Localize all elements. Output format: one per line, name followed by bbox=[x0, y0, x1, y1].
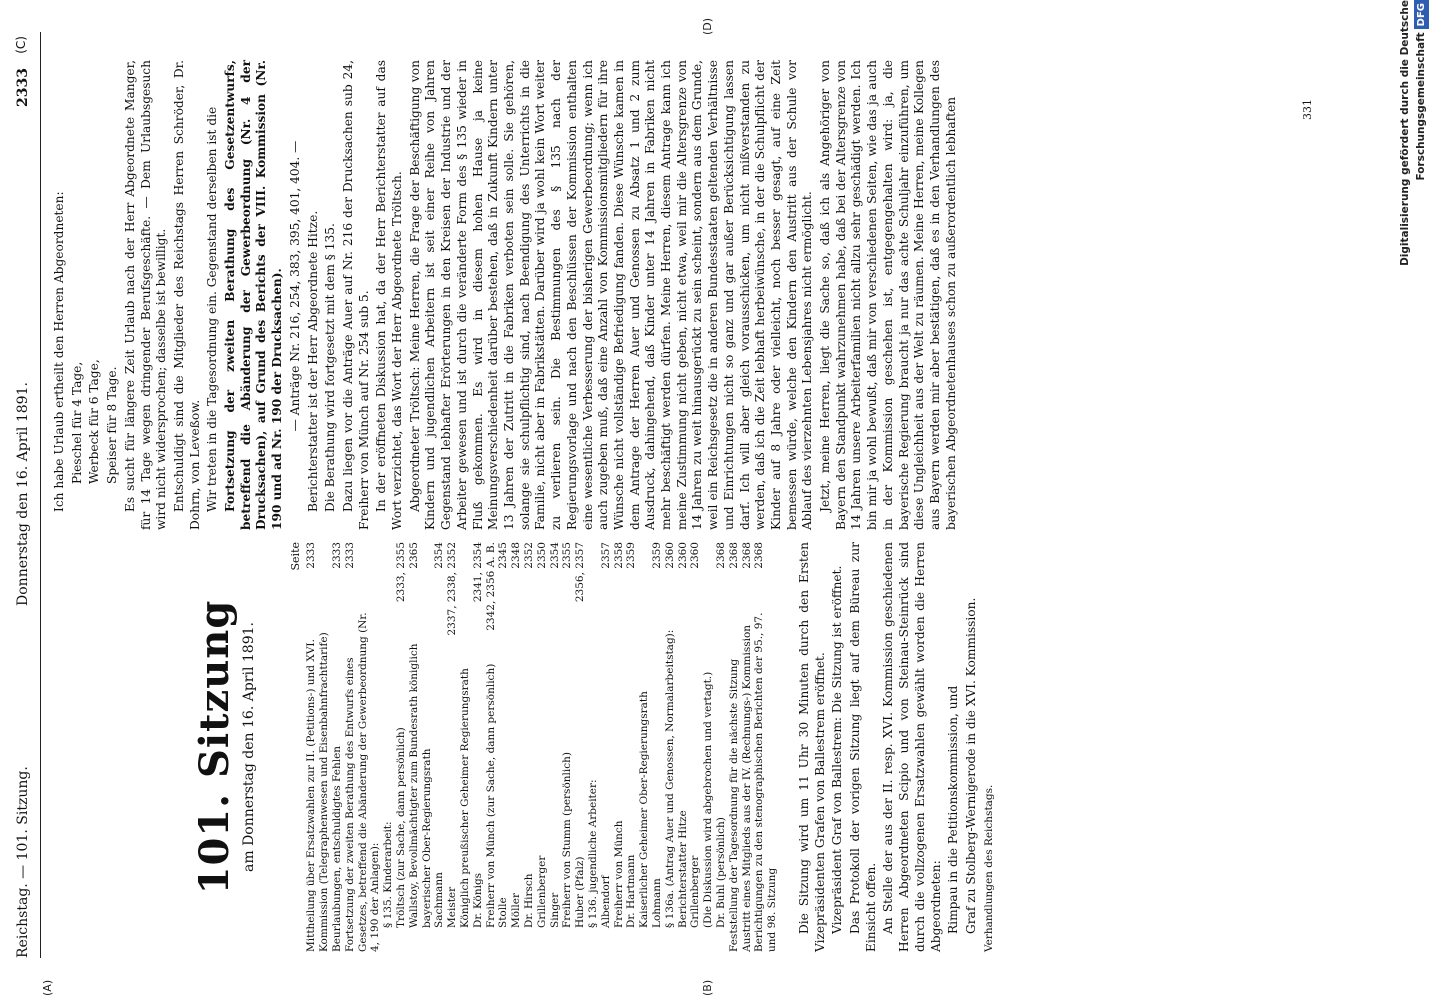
toc-row bbox=[638, 542, 651, 952]
right-paragraph: Es sucht für längere Zeit Urlaub nach der Herr Abgeordnete Manger, für 14 Tage wegen dringender Berufsgeschäfte. — Dem Urlaubsgesuch wird nicht widersprochen; dasselbe ist bewilligt. bbox=[122, 60, 169, 530]
toc-row bbox=[536, 542, 549, 952]
toc-row bbox=[715, 542, 728, 952]
toc-entry-page: 2333 bbox=[305, 542, 318, 569]
toc-entry-text: Albendorf bbox=[599, 875, 612, 928]
right-paragraph: In der eröffneten Diskussion hat, da der Herr Berichterstatter auf das Wort verzichtet, das Wort der Herr Abgeordnete Tröltsch. bbox=[374, 60, 405, 530]
toc-row bbox=[485, 542, 498, 952]
opening-paragraph: Vizepräsident Graf von Ballestrem: Die Sitzung ist eröffnet. bbox=[830, 565, 845, 934]
toc-row bbox=[382, 542, 395, 952]
toc-entry-text: Grillenberger bbox=[535, 855, 548, 928]
toc-row bbox=[664, 542, 677, 952]
right-paragraph: Abgeordneter Tröltsch: Meine Herren, die Frage der Beschäftigung von Kindern und jugendlichen Arbeitern ist seit einer Reihe von Jahren Gegenstand lebhafter Erörterungen in den Kreisen der Industrie und der Arbeiter gewesen und ist durch die veränderte Form des § 135 wieder in Fluß gekommen. Es wird in diesem hohen Hause ja keine Meinungsverschiedenheit darüber bestehen, daß in Zukunft Kindern unter 13 Jahren der Zutritt in die Fabriken verboten sein solle. Sie gehören, solange sie schulpflichtig sind, nach Beendigung des Unterrichts in die Familie, nicht aber in Fabrikstätten. Darüber wird ja wohl kein Wort weiter zu verlieren sein. Die Bestimmungen des § 135 nach der Regierungsvorlage und nach den Beschlüssen der Kommission enthalten eine wesentliche Verbesserung der bisherigen Gewerbeordnung; wenn ich auch zugeben muß, daß eine Anzahl von Kommissionsmitgliedern für ihre Wünsche nicht vollständige Befriedigung fanden. Diese Wünsche kamen in dem Antrage der Herren Auer und Genossen zu Absatz 1 und 2 zum Ausdruck, dahingehend, daß Kinder unter 14 Jahren in Fabriken nicht mehr beschäftigt werden dürfen. Meine Herren, diesem Antrage kann ich meine Zustimmung nicht geben, nicht etwa, weil mir die Altersgrenze von 14 Jahren zu weit hinausgerückt zu sein scheint, sondern aus dem Grunde, weil ein Reichsgesetz die in anderen Bundesstaaten geltenden Verhältnisse und Einrichtungen nicht so ganz und gar außer Berücksichtigung lassen darf. Ich will aber gleich vorausschicken, um nicht mißverstanden zu werden, daß ich die Zeit lebhaft herbeiwünsche, in der die Schulpflicht der Kinder auf 8 Jahre oder vielleicht, noch besser gesagt, auf eine Zeit bemessen würde, welche den Kindern den Austritt aus der Schule vor Ablauf des vierzehnten Lebensjahres nicht ermöglicht. bbox=[407, 60, 815, 530]
right-paragraph: Dazu liegen vor die Anträge Auer auf Nr. 216 der Drucksachen sub 24, Freiherr von Münch auf Nr. 254 sub 5. bbox=[340, 60, 371, 530]
toc-entry-page: 2358 bbox=[612, 542, 625, 569]
dfg-logo: DFG bbox=[1414, 0, 1430, 29]
right-text bbox=[52, 60, 959, 530]
toc-row bbox=[587, 542, 600, 952]
toc-entry-page: 2368 bbox=[740, 542, 753, 569]
toc-entry-page: 2357 bbox=[599, 542, 612, 569]
right-paragraph: Ich habe Urlaub ertheilt den Herren Abgeordneten: bbox=[52, 191, 66, 512]
toc-entry-text: Berichtigungen zu den stenographischen Berichten der 95., 97. und 98. Sitzung bbox=[753, 612, 779, 952]
right-paragraph: Entschuldigt sind die Mitglieder des Reichstags Herren Schröder, Dr. Dohrn, von Leveßow. bbox=[171, 60, 202, 530]
toc-entry-text: § 135. Kinderarbeit: bbox=[382, 821, 395, 928]
toc-entry-page: 2337, 2338, 2352 bbox=[446, 542, 459, 636]
sheet-footer-number: 331 bbox=[1301, 99, 1314, 120]
header-left: Reichstag. — 101. Sitzung. bbox=[15, 766, 31, 958]
toc-entry-text: Möller bbox=[510, 892, 523, 928]
toc-entry-page: 2360 bbox=[663, 542, 676, 569]
margin-marker-b: (B) bbox=[701, 979, 714, 996]
toc-row bbox=[741, 542, 754, 952]
toc-entry-text: Meister bbox=[446, 886, 459, 928]
digitization-note bbox=[1398, 0, 1429, 380]
running-header bbox=[10, 30, 40, 958]
session-date: am Donnerstag den 16. April 1891. bbox=[241, 622, 257, 872]
left-column bbox=[52, 542, 999, 952]
toc-entry-page: 2365 bbox=[407, 542, 420, 569]
digitization-text: Digitalisierung gefördert durch die Deutsche Forschungsgemeinschaft bbox=[1399, 0, 1427, 266]
session-title-block bbox=[192, 542, 258, 952]
toc-row bbox=[753, 542, 779, 952]
toc-row bbox=[523, 542, 536, 952]
opening-paragraph: Das Protokoll der vorigen Sitzung liegt auf dem Büreau zur Einsicht offen. bbox=[848, 542, 878, 952]
toc-entry-text: Dr. Königs bbox=[471, 872, 484, 928]
toc-row bbox=[408, 542, 434, 952]
toc-entry-page: 2354 bbox=[548, 542, 561, 569]
toc-entry-page: 2348 bbox=[510, 542, 523, 569]
toc-label: Seite bbox=[288, 542, 302, 571]
toc-entry-page: 2333 bbox=[331, 542, 343, 569]
toc-entry-text: § 136. jugendliche Arbeiter: bbox=[586, 779, 599, 928]
toc-entry-page: 2350 bbox=[535, 542, 548, 569]
toc-entry-text: Sachmann bbox=[433, 872, 446, 928]
toc-entry-text: Lohmann bbox=[650, 878, 663, 928]
toc-entry-page: 2341, 2354 bbox=[471, 542, 484, 603]
right-paragraph: Wir treten in die Tagesordnung ein. Gegenstand derselben ist die bbox=[205, 106, 220, 512]
toc-entry-text: Fortsetzung der zweiten Berathung des Entwurfs eines Gesetzes, betreffend die Abänderung der Gewerbeordnung (Nr. 4, 190 der Anlagen): bbox=[343, 612, 382, 952]
toc-row bbox=[689, 542, 702, 952]
toc-entry-text: Tröltsch (zur Sache, dann persönlich) bbox=[394, 727, 407, 928]
toc-row bbox=[561, 542, 574, 952]
toc-row bbox=[613, 542, 626, 952]
toc-row bbox=[702, 542, 715, 952]
toc-entry-text: Beurlaubungen, entschuldigtes Fehlen bbox=[331, 745, 343, 952]
toc-entry-text: Königlich preußischer Geheimer Regierungsrath bbox=[458, 668, 471, 928]
toc-entry-text: Grillenberger bbox=[689, 855, 702, 928]
opening-paragraph: Die Sitzung wird um 11 Uhr 30 Minuten durch den Ersten Vizepräsidenten Grafen von Ballestrem eröffnet. bbox=[796, 542, 827, 952]
toc-entry-text: Freiherr von Münch (zur Sache, dann persönlich) bbox=[484, 663, 497, 928]
toc-entry-page: 2356, 2357 bbox=[574, 542, 587, 603]
table-of-contents bbox=[305, 542, 778, 952]
toc-row bbox=[395, 542, 408, 952]
toc-row bbox=[651, 542, 664, 952]
toc-row bbox=[677, 542, 690, 952]
page-number: 2333 bbox=[15, 68, 31, 107]
toc-entry-page: 2355 bbox=[561, 542, 574, 569]
toc-row bbox=[510, 542, 523, 952]
right-paragraph: Die Berathung wird fortgesetzt mit dem § 135. bbox=[323, 223, 338, 512]
toc-entry-page: 2333 bbox=[343, 542, 356, 569]
toc-entry-text: Stolle bbox=[497, 897, 510, 928]
toc-row bbox=[728, 542, 741, 952]
toc-entry-page: 2342, 2356 A. B. bbox=[484, 542, 497, 631]
toc-row bbox=[446, 542, 459, 952]
toc-row bbox=[305, 542, 331, 952]
toc-entry-text: Dr. Buhl (persönlich) bbox=[714, 817, 727, 928]
toc-row bbox=[331, 542, 344, 952]
toc-entry-text: Freiherr von Stumm (persönlich) bbox=[561, 752, 574, 928]
toc-entry-page: 2368 bbox=[753, 542, 766, 569]
toc-entry-page: 2368 bbox=[727, 542, 740, 569]
toc-entry-page: 2354 bbox=[433, 542, 446, 569]
header-rule bbox=[40, 32, 41, 958]
toc-entry-page: 2333, 2355 bbox=[394, 542, 407, 603]
toc-entry-page: 2345 bbox=[497, 542, 510, 569]
right-paragraph: Fortsetzung der zweiten Berathung des Gesetzentwurfs, betreffend die Abänderung der Gewerbeordnung (Nr. 4 der Drucksachen), auf Grund des Berichts der VIII. Kommission (Nr. 190 und ad Nr. 190 der Drucksachen). bbox=[223, 60, 285, 530]
right-paragraph: — Anträge Nr. 216, 254, 383, 395, 401, 404. — bbox=[287, 140, 302, 432]
toc-entry-page: 2359 bbox=[650, 542, 663, 569]
header-center: Donnerstag den 16. April 1891. bbox=[15, 382, 31, 606]
toc-row bbox=[600, 542, 613, 952]
toc-row bbox=[574, 542, 587, 952]
toc-row bbox=[472, 542, 485, 952]
toc-row bbox=[497, 542, 510, 952]
right-paragraph: Pieschel für 4 Tage, bbox=[69, 361, 84, 484]
opening-text bbox=[797, 542, 997, 952]
right-paragraph: Speiser für 8 Tage. bbox=[105, 366, 120, 484]
margin-marker-a: (A) bbox=[41, 979, 54, 996]
toc-entry-text: Mittheilung über Ersatzwahlen zur II. (Petitions-) und XVI. Kommission (Telegraphenwesen und Eisenbahnfrachttarife) bbox=[305, 632, 331, 952]
margin-marker-c: (C) bbox=[14, 36, 28, 54]
toc-row bbox=[625, 542, 638, 952]
toc-entry-text: Wallstoy, Bevollmächtigter zum Bundesrath königlich bayerischer Ober-Regierungsrath bbox=[407, 643, 433, 928]
right-column bbox=[52, 60, 961, 530]
toc-entry-text: Kaiserlicher Geheimer Ober-Regierungsrath bbox=[638, 691, 651, 928]
right-paragraph: Berichterstatter ist der Herr Abgeordnete Hitze. bbox=[305, 210, 320, 512]
opening-paragraph: Verhandlungen des Reichstags. bbox=[982, 784, 995, 952]
session-title: 101. Sitzung bbox=[191, 599, 238, 895]
toc-entry-text: Singer bbox=[548, 892, 561, 928]
toc-entry-text: § 136a. (Antrag Auer und Genossen, Normalarbeitstag): bbox=[663, 629, 676, 928]
toc-entry-page: 2352 bbox=[522, 542, 535, 569]
right-paragraph: Werbeck für 6 Tage, bbox=[87, 359, 102, 484]
opening-paragraph: An Stelle der aus der II. resp. XVI. Kommission geschiedenen Herren Abgeordneten Scipio und von Steinau-Steinrück sind durch die vollzogenen Ersatzwahlen gewählt worden die Herren Abgeordneten: bbox=[881, 542, 943, 952]
toc-row bbox=[549, 542, 562, 952]
toc-entry-text: Huber (Pfalz) bbox=[574, 856, 587, 928]
toc-entry-page: 2359 bbox=[625, 542, 638, 569]
toc-entry-page: 2368 bbox=[714, 542, 727, 569]
toc-entry-text: (Die Diskussion wird abgebrochen und vertagt.) bbox=[702, 671, 715, 928]
toc-row bbox=[433, 542, 446, 952]
toc-entry-text: Dr. Hartmann bbox=[625, 854, 638, 928]
toc-entry-text: Freiherr von Münch bbox=[612, 820, 625, 928]
toc-entry-page: 2360 bbox=[689, 542, 702, 569]
toc-entry-text: Austritt eines Mitglieds aus der IV. (Rechnungs-) Kommission bbox=[740, 624, 753, 952]
margin-marker-d: (D) bbox=[701, 17, 714, 35]
toc-entry-page: 2360 bbox=[676, 542, 689, 569]
right-paragraph: Jetzt, meine Herren, liegt die Sache so, daß ich als Angehöriger von Bayern den Standpunkt wahrzunehmen habe, daß bei der Altersgrenze von 14 Jahren unsere Arbeiterfamilien nicht allzu sehr geschädigt werden. Ich bin mir ja wohl bewußt, daß mir von verschiedenen Seiten, wie das ja auch in der Kommission geschehen ist, entgegengehalten wird: ja, die bayerische Regierung braucht ja nur das achte Schuljahr einzuführen, um diese Ungleichheit aus der Welt zu räumen. Meine Herren, meine Kollegen aus Bayern werden mir aber bestätigen, daß es in den Verhandlungen des bayerischen Abgeordnetenhauses schon zu außerordentlich lebhaften bbox=[818, 60, 958, 530]
toc-entry-text: Feststellung der Tagesordnung für die nächste Sitzung bbox=[727, 658, 740, 952]
opening-paragraph: Rimpau in die Petitionskommission, und bbox=[946, 685, 961, 934]
toc-row bbox=[459, 542, 472, 952]
toc-entry-text: Dr. Hirsch bbox=[522, 873, 535, 928]
toc-row bbox=[344, 542, 382, 952]
toc-entry-text: Berichterstatter Hitze bbox=[676, 810, 689, 928]
opening-paragraph: Graf zu Stolberg-Wernigerode in die XVI. Kommission. bbox=[963, 597, 978, 934]
